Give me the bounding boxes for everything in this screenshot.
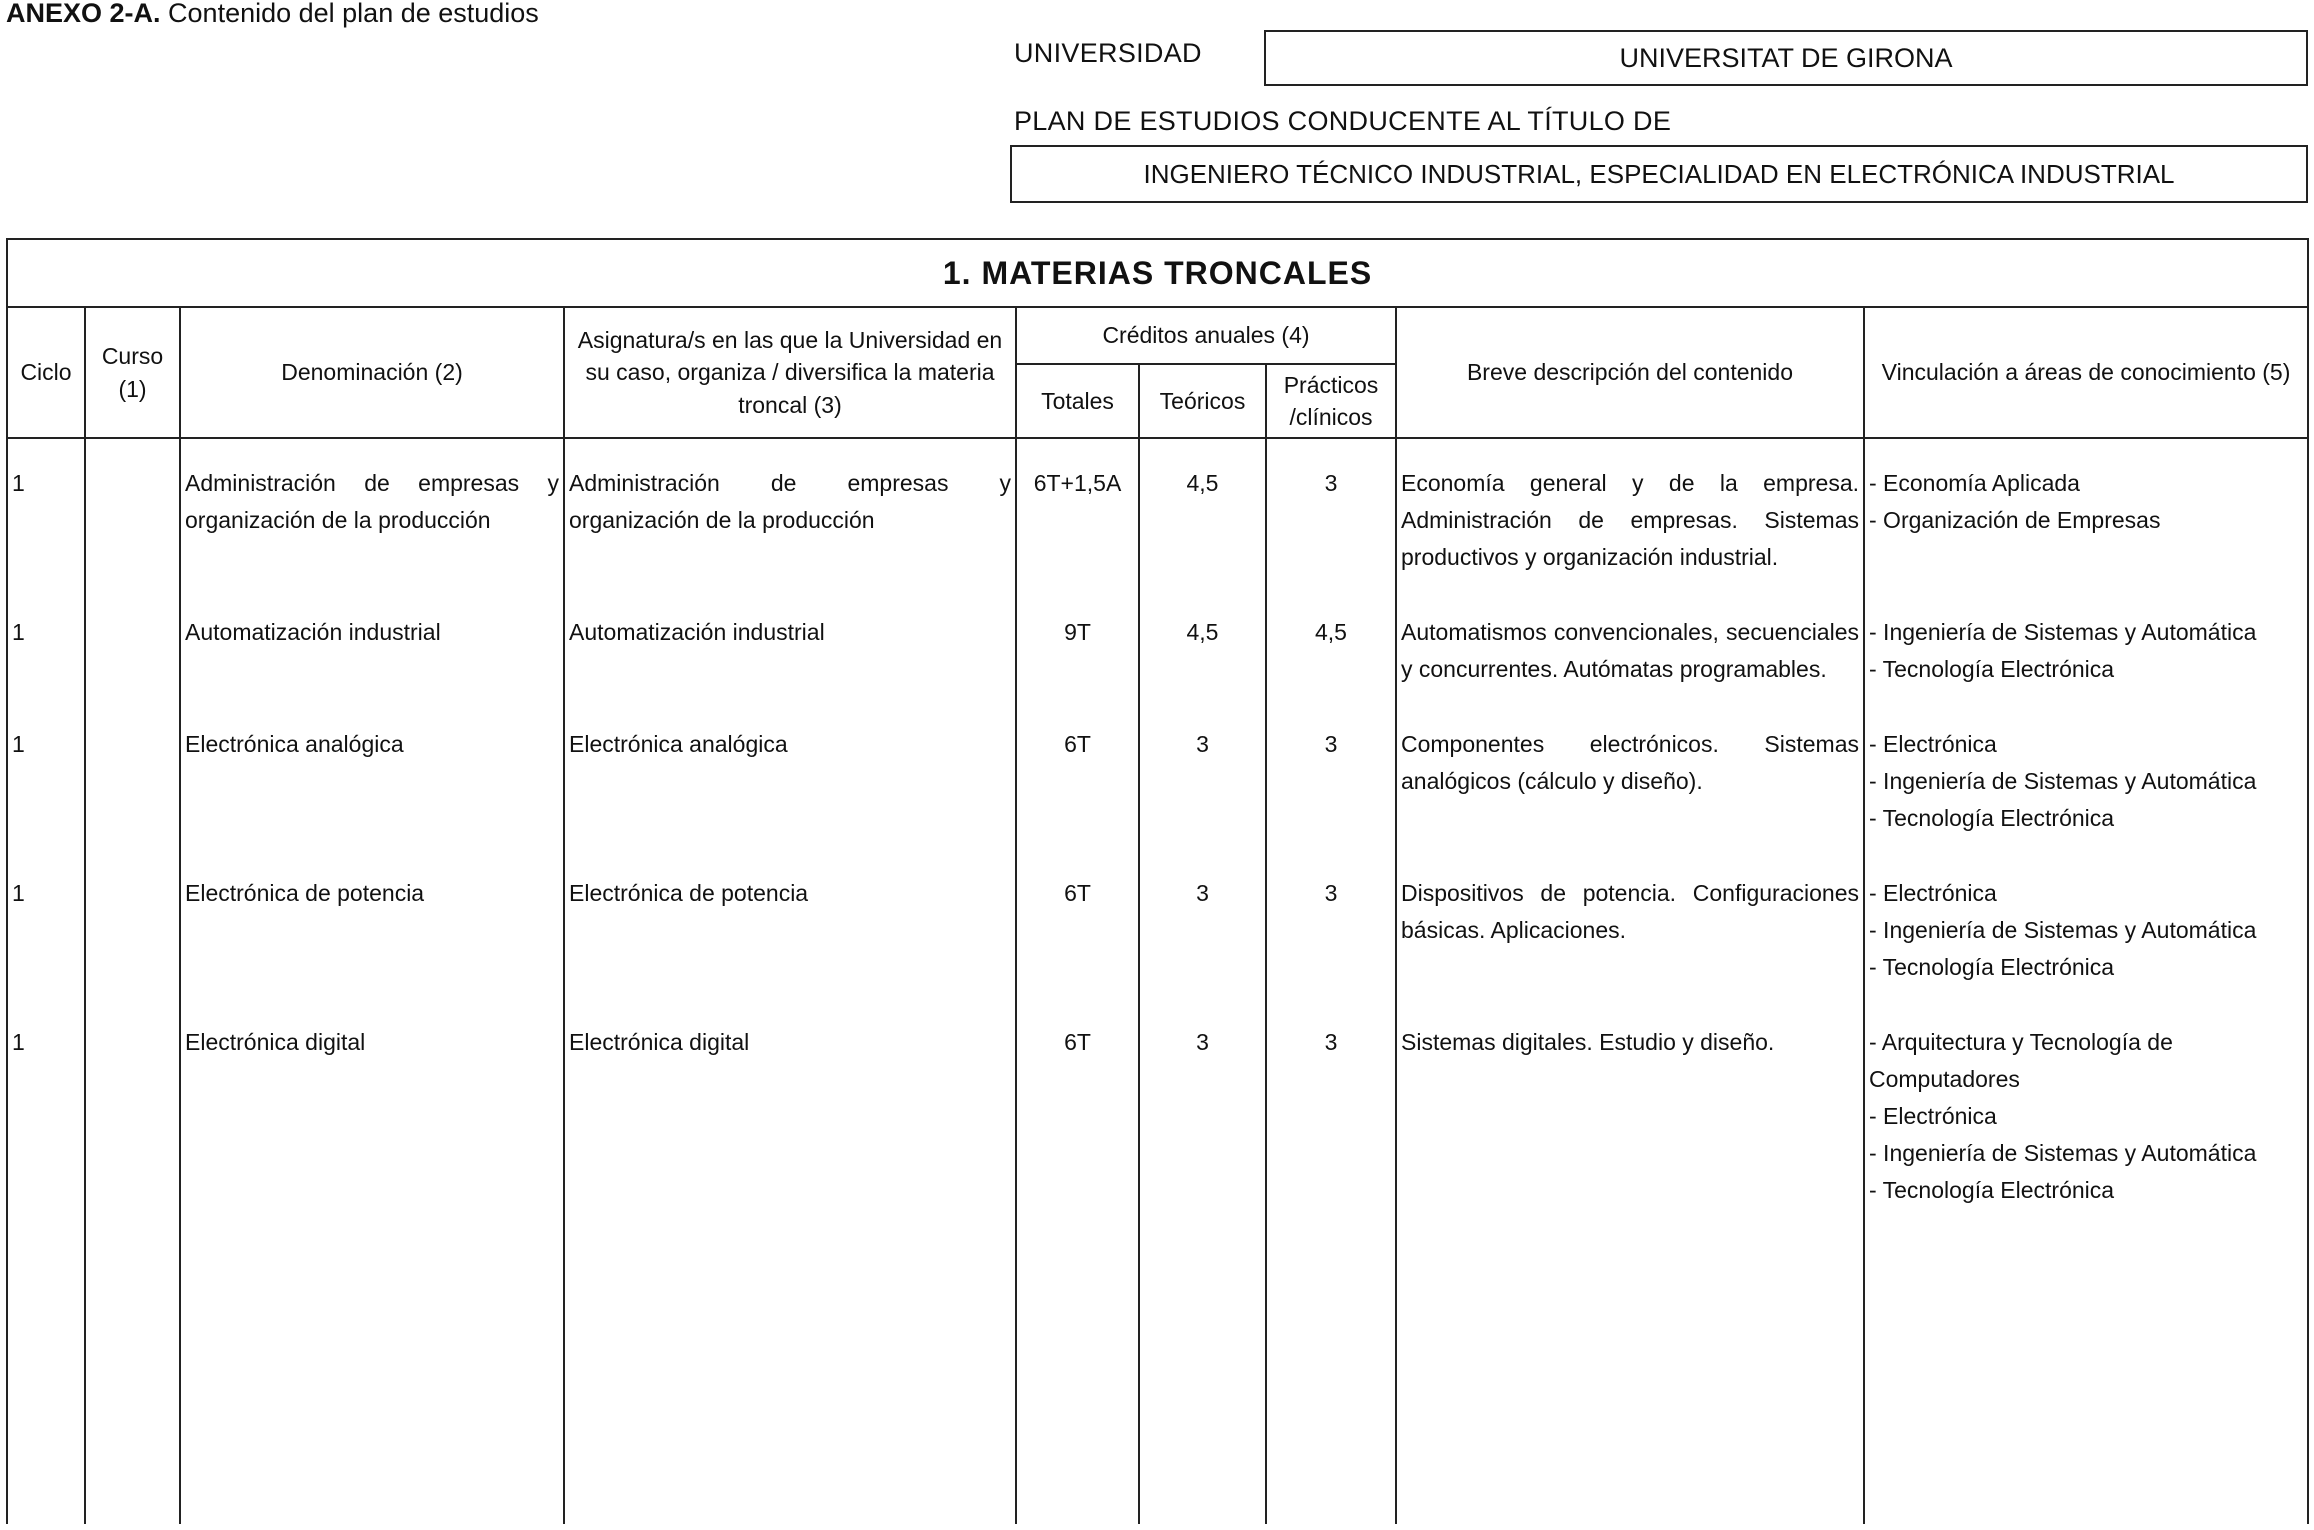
area-item: - Tecnología Electrónica [1869, 805, 2115, 831]
cell-curso [85, 986, 180, 1524]
plan-label: PLAN DE ESTUDIOS CONDUCENTE AL TÍTULO DE [1014, 106, 1672, 136]
cell-practicos: 3 [1266, 837, 1396, 986]
header-teoricos: Teóricos [1139, 364, 1266, 438]
universidad-value: UNIVERSITAT DE GIRONA [1619, 42, 1953, 73]
universidad-label: UNIVERSIDAD [1014, 38, 1202, 68]
header-descripcion: Breve descripción del contenido [1396, 307, 1864, 438]
header-curso: Curso (1) [85, 307, 180, 438]
cell-totales: 6T+1,5A [1016, 438, 1139, 576]
cell-descripcion: Dispositivos de potencia. Configuraciones básicas. Aplicaciones. [1396, 837, 1864, 986]
cell-descripcion: Automatismos convencionales, secuenciales y concurrentes. Autómatas programables. [1396, 576, 1864, 688]
cell-asignatura: Electrónica analógica [564, 688, 1016, 837]
cell-areas [1864, 576, 2308, 688]
cell-practicos: 4,5 [1266, 576, 1396, 688]
area-item: - Tecnología Electrónica [1869, 954, 2115, 980]
cell-teoricos: 4,5 [1139, 438, 1266, 576]
area-item: - Tecnología Electrónica [1869, 1177, 2115, 1203]
cell-descripcion: Economía general y de la empresa. Administración de empresas. Sistemas productivos y organización industrial. [1396, 438, 1864, 576]
titulo-value: INGENIERO TÉCNICO INDUSTRIAL, ESPECIALIDAD EN ELECTRÓNICA INDUSTRIAL [1143, 158, 2175, 189]
cell-ciclo: 1 [7, 837, 85, 986]
cell-denominacion: Administración de empresas y organización de la producción [180, 438, 564, 576]
area-item: - Electrónica [1869, 731, 1997, 757]
table-row [7, 837, 2308, 986]
cell-ciclo: 1 [7, 438, 85, 576]
cell-asignatura: Automatización industrial [564, 576, 1016, 688]
cell-asignatura: Administración de empresas y organización de la producción [564, 438, 1016, 576]
cell-areas [1864, 438, 2308, 576]
cell-curso [85, 576, 180, 688]
cell-asignatura: Electrónica digital [564, 986, 1016, 1524]
document-heading [6, 0, 539, 29]
cell-teoricos: 3 [1139, 837, 1266, 986]
cell-teoricos: 3 [1139, 688, 1266, 837]
materias-troncales-table [6, 238, 2309, 1524]
area-item: - Economía Aplicada [1869, 470, 2080, 496]
cell-practicos: 3 [1266, 986, 1396, 1524]
table-row [7, 438, 2308, 576]
universidad-field [1264, 30, 2308, 86]
header-denominacion: Denominación (2) [180, 307, 564, 438]
header-vinculacion: Vinculación a áreas de conocimiento (5) [1864, 307, 2308, 438]
cell-ciclo: 1 [7, 688, 85, 837]
cell-totales: 6T [1016, 837, 1139, 986]
cell-ciclo: 1 [7, 576, 85, 688]
cell-curso [85, 438, 180, 576]
cell-descripcion: Sistemas digitales. Estudio y diseño. [1396, 986, 1864, 1524]
cell-areas [1864, 986, 2308, 1524]
table-title: 1. MATERIAS TRONCALES [7, 239, 2308, 307]
table-row [7, 986, 2308, 1524]
header-practicos: Prácticos /clínicos [1266, 364, 1396, 438]
area-item: - Ingeniería de Sistemas y Automática [1869, 1140, 2257, 1166]
cell-teoricos: 4,5 [1139, 576, 1266, 688]
area-item: - Arquitectura y Tecnología de Computadores [1869, 1029, 2173, 1092]
area-item: - Tecnología Electrónica [1869, 656, 2115, 682]
table-row [7, 576, 2308, 688]
cell-areas [1864, 688, 2308, 837]
anexo-title: Contenido del plan de estudios [160, 0, 539, 28]
cell-asignatura: Electrónica de potencia [564, 837, 1016, 986]
area-item: - Electrónica [1869, 880, 1997, 906]
cell-totales: 9T [1016, 576, 1139, 688]
cell-totales: 6T [1016, 688, 1139, 837]
cell-denominacion: Automatización industrial [180, 576, 564, 688]
area-item: - Organización de Empresas [1869, 507, 2161, 533]
cell-denominacion: Electrónica analógica [180, 688, 564, 837]
cell-curso [85, 688, 180, 837]
header-asignatura: Asignatura/s en las que la Universidad en su caso, organiza / diversifica la materia troncal (3) [564, 307, 1016, 438]
cell-practicos: 3 [1266, 438, 1396, 576]
area-item: - Ingeniería de Sistemas y Automática [1869, 768, 2257, 794]
cell-teoricos: 3 [1139, 986, 1266, 1524]
cell-totales: 6T [1016, 986, 1139, 1524]
cell-areas [1864, 837, 2308, 986]
area-item: - Ingeniería de Sistemas y Automática [1869, 619, 2257, 645]
header-ciclo: Ciclo [7, 307, 85, 438]
header-totales: Totales [1016, 364, 1139, 438]
cell-ciclo: 1 [7, 986, 85, 1524]
cell-curso [85, 837, 180, 986]
cell-denominacion: Electrónica de potencia [180, 837, 564, 986]
cell-denominacion: Electrónica digital [180, 986, 564, 1524]
anexo-label: ANEXO 2-A. [6, 0, 161, 28]
header-creditos: Créditos anuales (4) [1016, 307, 1396, 364]
cell-practicos: 3 [1266, 688, 1396, 837]
area-item: - Electrónica [1869, 1103, 1997, 1129]
table-row [7, 688, 2308, 837]
cell-descripcion: Componentes electrónicos. Sistemas analógicos (cálculo y diseño). [1396, 688, 1864, 837]
titulo-field [1010, 145, 2308, 203]
area-item: - Ingeniería de Sistemas y Automática [1869, 917, 2257, 943]
